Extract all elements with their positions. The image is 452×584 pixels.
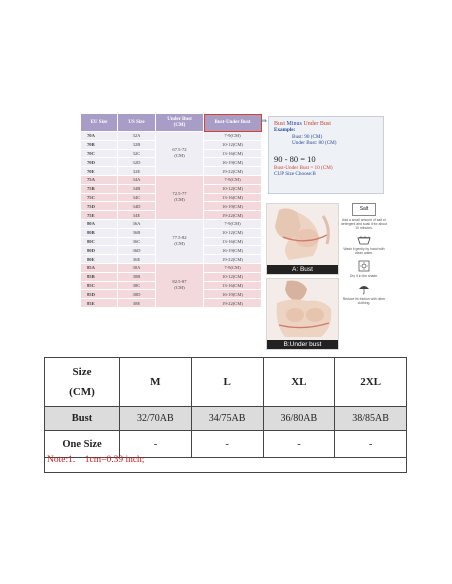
- us-size-cell: 38D: [118, 290, 156, 299]
- eu-size-cell: 70D: [81, 158, 118, 167]
- one-size-row-label: One Size: [45, 431, 120, 458]
- bust-value-l: 34/75AB: [191, 407, 263, 431]
- size-col-xl: XL: [263, 358, 335, 407]
- size-col-2xl: 2XL: [335, 358, 407, 407]
- us-size-cell: 36B: [118, 228, 156, 237]
- us-size-cell: 36D: [118, 246, 156, 255]
- eu-size-cell: 85C: [81, 281, 118, 290]
- us-size-header: US Size: [118, 114, 156, 132]
- under-bust-cell: 67.5-72 (CM): [156, 132, 204, 176]
- bust-difference-cell: 13-16(CM): [204, 281, 262, 290]
- eu-size-cell: 85D: [81, 290, 118, 299]
- us-size-cell: 34A: [118, 175, 156, 184]
- bust-difference-cell: 13-16(CM): [204, 237, 262, 246]
- example-box: [268, 116, 384, 194]
- dry-shade-icon: [340, 260, 388, 274]
- eu-size-cell: 80B: [81, 228, 118, 237]
- eu-size-cell: 70E: [81, 167, 118, 176]
- bust-difference-cell: 16-19(CM): [204, 290, 262, 299]
- chart-row: [81, 175, 262, 184]
- title-minus: Minus: [286, 121, 304, 127]
- us-size-cell: 34D: [118, 202, 156, 211]
- bust-difference-cell: 7-9(CM): [204, 219, 262, 228]
- under-bust-cell: 72.5-77 (CM): [156, 175, 204, 219]
- under-bust-cell: 77.5-82 (CM): [156, 219, 204, 263]
- eu-size-cell: 80D: [81, 246, 118, 255]
- size-col-l: L: [191, 358, 263, 407]
- eu-size-cell: 85E: [81, 299, 118, 308]
- size-col-m: M: [120, 358, 192, 407]
- chart-header-row: [81, 114, 262, 132]
- bust-difference-cell: 19-22(CM): [204, 255, 262, 264]
- us-size-cell: 32E: [118, 167, 156, 176]
- bust-difference-cell: 19-22(CM): [204, 211, 262, 220]
- size-header-row: [45, 358, 407, 407]
- one-size-value-l: -: [191, 431, 263, 458]
- bust-difference-cell: 10-12(CM): [204, 272, 262, 281]
- bust-difference-cell: 19-22(CM): [204, 299, 262, 308]
- example-bust: Bust: 90 (CM): [292, 133, 323, 140]
- bust-row-label: Bust: [45, 407, 120, 431]
- one-size-value-2xl: -: [335, 431, 407, 458]
- eu-size-cell: 70B: [81, 140, 118, 149]
- example-cup: CUP Size Choose:B: [274, 171, 316, 178]
- eu-size-cell: 80A: [81, 219, 118, 228]
- chart-row: [81, 132, 262, 141]
- eu-size-cell: 75C: [81, 193, 118, 202]
- eu-size-cell: 75D: [81, 202, 118, 211]
- eu-size-header: EU Size: [81, 114, 118, 132]
- bust-difference-cell: 16-19(CM): [204, 158, 262, 167]
- under-bust-measurement-figure: [266, 278, 339, 350]
- umbrella-icon: [340, 283, 388, 297]
- bust-difference-cell: 10-12(CM): [204, 184, 262, 193]
- care-instructions: [340, 203, 388, 348]
- dry-shade-text: Dry it in the shade.: [349, 274, 379, 279]
- title-bust: Bust: [274, 121, 287, 127]
- bust-difference-cell: 13-16(CM): [204, 149, 262, 158]
- eu-size-cell: 70A: [81, 132, 118, 141]
- us-size-cell: 32B: [118, 140, 156, 149]
- title-under-bust: Under Bust: [303, 121, 331, 127]
- eu-size-cell: 75A: [81, 175, 118, 184]
- under-bust-caption: B:Under bust: [267, 340, 338, 349]
- us-size-cell: 32D: [118, 158, 156, 167]
- example-under-bust: Under Bust: 80 (CM): [292, 140, 337, 147]
- salt-text: Add a small amount of salt or detergent and soak it for about 10 minutes.: [341, 218, 387, 231]
- salt-tag: Salt: [352, 203, 376, 216]
- bust-minus-under-header: Bust-Under Bust: [204, 114, 262, 132]
- us-size-cell: 38B: [118, 272, 156, 281]
- bust-difference-cell: 7-9(CM): [204, 175, 262, 184]
- chart-body: [81, 132, 262, 308]
- size-cm-header: Size (CM): [45, 358, 120, 407]
- bust-measurement-figure: [266, 203, 339, 275]
- us-size-cell: 38E: [118, 299, 156, 308]
- hand-wash-text: Wash it gently by hand with clean water.: [343, 246, 385, 255]
- us-size-cell: 32C: [118, 149, 156, 158]
- one-size-value-xl: -: [263, 431, 335, 458]
- under-bust-figure-illustration: [267, 279, 338, 340]
- bust-value-m: 32/70AB: [120, 407, 192, 431]
- us-size-cell: 34C: [118, 193, 156, 202]
- example-result: Bust-Under Bust = 10 (CM): [274, 164, 333, 171]
- eu-size-cell: 85A: [81, 263, 118, 272]
- us-size-cell: 38A: [118, 263, 156, 272]
- under-bust-cell: 82.5-87 (CM): [156, 263, 204, 307]
- umbrella-text: Reduce its friction with other clothing.: [342, 297, 386, 306]
- example-calc: 90 - 80 = 10: [274, 153, 316, 164]
- chart-row: [81, 219, 262, 228]
- eu-size-cell: 75E: [81, 211, 118, 220]
- eu-size-cell: 80C: [81, 237, 118, 246]
- bust-figure-illustration: [267, 204, 338, 265]
- bust-value-2xl: 38/85AB: [335, 407, 407, 431]
- eu-size-cell: 85B: [81, 272, 118, 281]
- eu-size-cell: 80E: [81, 255, 118, 264]
- example-label: Example:: [274, 127, 296, 134]
- bust-difference-cell: 16-19(CM): [204, 246, 262, 255]
- bust-caption: A: Bust: [267, 265, 338, 274]
- bust-difference-cell: 10-12(CM): [204, 228, 262, 237]
- one-size-value-m: -: [120, 431, 192, 458]
- us-size-cell: 38C: [118, 281, 156, 290]
- double-arrow-icon: ⇛: [261, 117, 267, 125]
- us-size-cell: 34B: [118, 184, 156, 193]
- bust-difference-cell: 7-9(CM): [204, 132, 262, 141]
- us-size-cell: 32A: [118, 132, 156, 141]
- us-size-cell: 34E: [118, 211, 156, 220]
- us-size-cell: 36C: [118, 237, 156, 246]
- hand-wash-icon: [340, 235, 388, 247]
- eu-size-cell: 70C: [81, 149, 118, 158]
- eu-size-cell: 75B: [81, 184, 118, 193]
- bust-difference-cell: 16-19(CM): [204, 202, 262, 211]
- chart-row: [81, 263, 262, 272]
- bust-difference-cell: 13-16(CM): [204, 193, 262, 202]
- bust-difference-cell: 19-22(CM): [204, 167, 262, 176]
- conversion-note: Note:1. 1cm=0.39 inch;: [44, 449, 407, 473]
- under-bust-header: Under Bust (CM): [156, 114, 204, 132]
- us-size-cell: 36A: [118, 219, 156, 228]
- us-size-cell: 36E: [118, 255, 156, 264]
- size-table: [44, 357, 407, 458]
- bust-difference-cell: 10-12(CM): [204, 140, 262, 149]
- bust-difference-cell: 7-9(CM): [204, 263, 262, 272]
- bra-size-chart: [80, 113, 262, 308]
- bust-row: [45, 407, 407, 431]
- bust-value-xl: 36/80AB: [263, 407, 335, 431]
